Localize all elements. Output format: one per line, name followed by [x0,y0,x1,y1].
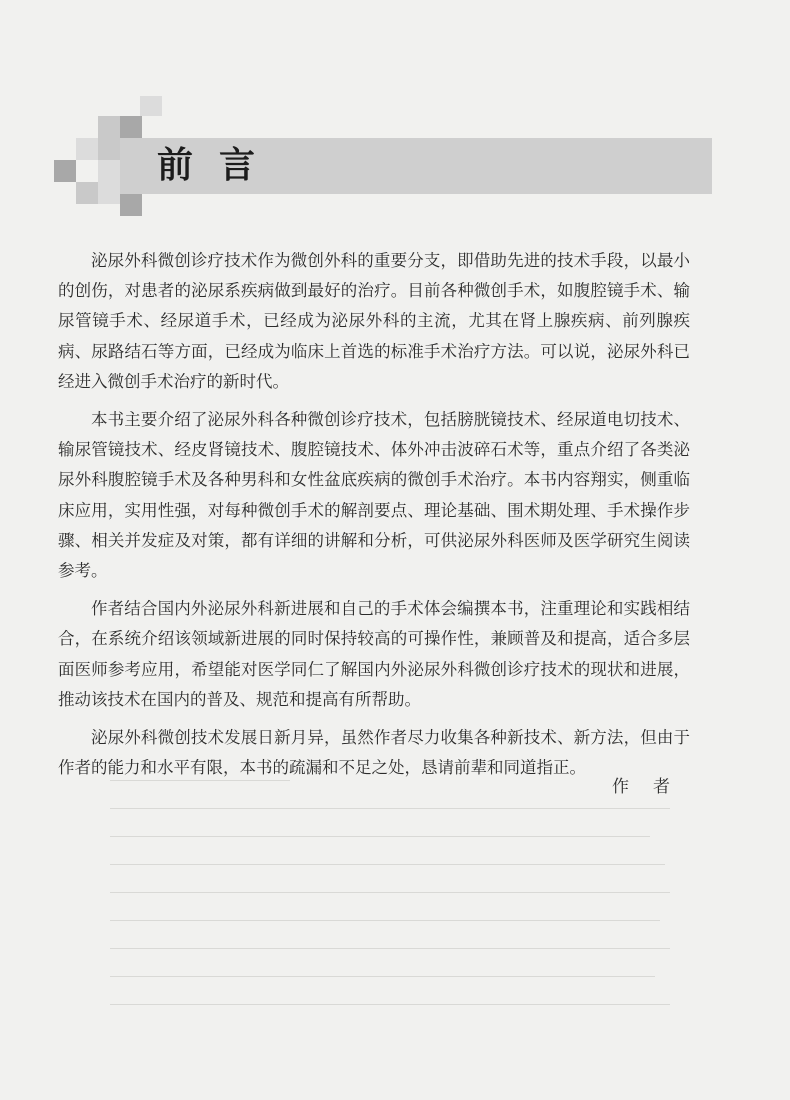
preface-paragraph: 泌尿外科微创技术发展日新月异，虽然作者尽力收集各种新技术、新方法，但由于作者的能力和水平有限，本书的疏漏和不足之处，恳请前辈和同道指正。 [58,728,690,778]
chapter-header [0,0,790,230]
decor-square [76,182,98,204]
preface-paragraph: 作者结合国内外泌尿外科新进展和自己的手术体会编撰本书，注重理论和实践相结合，在系统介绍该领域新进展的同时保持较高的可操作性，兼顾普及和提高，适合多层面医师参考应用，希望能对医学同仁了解国内外泌尿外科微创诊疗技术的现状和进展，推动该技术在国内的普及、规范和提高有所帮助。 [58,599,690,709]
bleed-through-line [110,808,670,809]
bleed-through-line [110,920,660,921]
decor-square [98,160,120,182]
preface-paragraph: 本书主要介绍了泌尿外科各种微创诊疗技术，包括膀胱镜技术、经尿道电切技术、输尿管镜技术、经皮肾镜技术、腹腔镜技术、体外冲击波碎石术等，重点介绍了各类泌尿外科腹腔镜手术及各种男科和女性盆底疾病的微创手术治疗。本书内容翔实，侧重临床应用，实用性强，对每种微创手术的解剖要点、理论基础、围术期处理、手术操作步骤、相关并发症及对策，都有详细的讲解和分析，可供泌尿外科医师及医学研究生阅读参考。 [58,410,690,581]
preface-paragraph: 泌尿外科微创诊疗技术作为微创外科的重要分支，即借助先进的技术手段，以最小的创伤，对患者的泌尿系疾病做到最好的治疗。目前各种微创手术，如腹腔镜手术、输尿管镜手术、经尿道手术，已经成为泌尿外科的主流，尤其在肾上腺疾病、前列腺疾病、尿路结石等方面，已经成为临床上首选的标准手术治疗方法。可以说，泌尿外科已经进入微创手术治疗的新时代。 [58,251,690,391]
bleed-through-line [110,948,670,949]
decor-square [120,194,142,216]
decor-square [54,160,76,182]
bleed-through-line [110,836,650,837]
page-title: 前言 [157,145,282,186]
bleed-through-line [110,976,655,977]
bleed-through-line [110,892,670,893]
author-signature: 作者 [612,777,694,797]
decor-square [140,96,162,116]
decor-square [98,182,120,204]
bleed-through-line [110,864,665,865]
decor-square [76,138,98,160]
bleed-through-line [110,1004,670,1005]
decor-square [98,138,120,160]
decor-square [120,116,142,138]
preface-body [58,246,690,791]
decor-square [98,116,120,138]
